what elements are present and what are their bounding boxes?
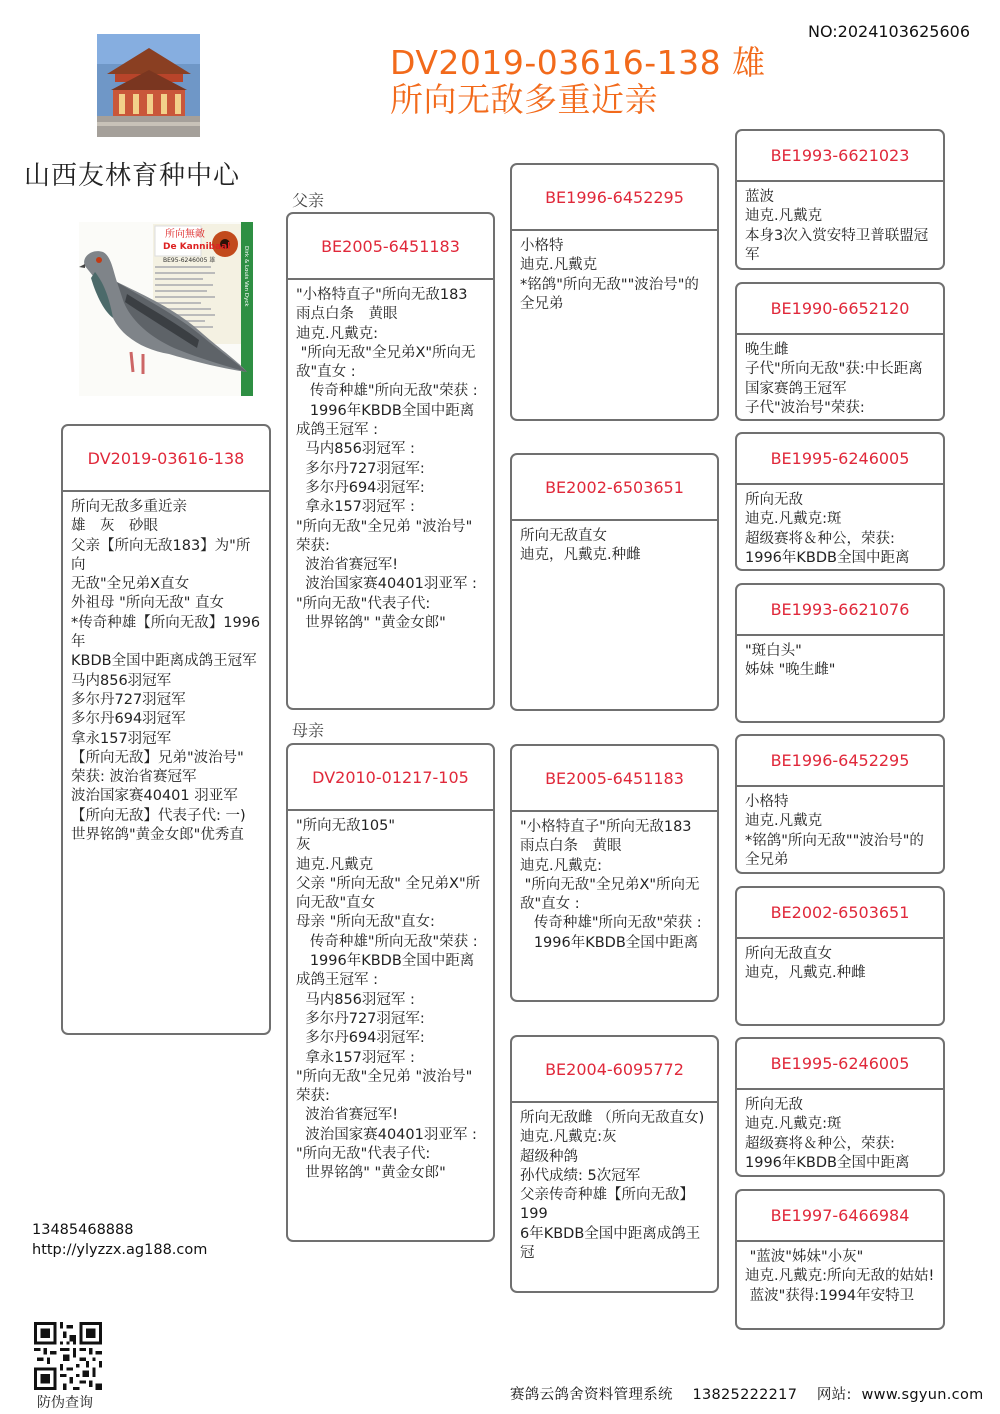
footer <box>510 1383 984 1404</box>
dam-dam-ring: BE2004-6095772 <box>512 1037 717 1103</box>
contact-url[interactable]: http://ylyzzx.ag188.com <box>32 1241 208 1258</box>
dam-dam-dam-ring: BE1997-6466984 <box>737 1191 943 1242</box>
sire-sire-sire-ring: BE1993-6621023 <box>737 131 943 182</box>
sire-sire-dam-card[interactable] <box>735 282 945 421</box>
dam-sire-sire-card[interactable] <box>735 734 945 874</box>
dam-sire-sire-details: 小格特 迪克.凡戴克 *铭鸽"所向无敌""波治号"的全兄弟 <box>745 794 924 868</box>
footer-site-link[interactable]: www.sgyun.com <box>861 1387 984 1403</box>
sire-sire-ring: BE1996-6452295 <box>512 165 717 231</box>
mother-label: 母亲 <box>292 721 325 740</box>
sire-dam-dam-details: "斑白头" 姊妹 "晚生雌" <box>745 643 836 679</box>
title-subtitle: 所向无敌多重近亲 <box>390 80 658 119</box>
sire-dam-sire-ring: BE1995-6246005 <box>737 434 943 485</box>
dam-dam-sire-details: 所向无敌 迪克.凡戴克:斑 超级赛将＆种公，荣获: 1996年KBDB全国中距离 <box>745 1097 910 1171</box>
footer-phone: 13825222217 <box>692 1387 798 1403</box>
dam-sire-dam-details: 所向无敌直女 迪克，凡戴克.种雌 <box>745 946 866 982</box>
sire-details: "小格特直子"所向无敌183 雨点白条 黄眼 迪克.凡戴克: "所向无敌"全兄弟X"所向无敌"直女 : 传奇种雄"所向无敌"荣获 : 1996年KBDB全国中距离成鸽王冠军 : 马内856羽冠军 : 多尔丹727羽冠军: 多尔丹694羽冠军: 拿永157羽冠军 : "所向无敌"全兄弟 "波治号" 荣获: 波治省赛冠军! 波治国家赛40401羽亚军 : "所向无敌"代表子代: 世界铭鸽" "黄金女郎" <box>296 287 478 632</box>
svg-text:BE95-6246005 雄: BE95-6246005 雄 <box>163 257 216 264</box>
footer-system: 赛鸽云鸽舍资料管理系统 <box>510 1387 673 1403</box>
sire-sire-sire-details: 蓝波 迪克.凡戴克 本身3次入赏安特卫普联盟冠军 <box>745 189 929 263</box>
sire-sire-details: 小格特 迪克.凡戴克 *铭鸽"所向无敌""波治号"的全兄弟 <box>520 238 699 312</box>
qr-label: 防伪查询 <box>37 1395 93 1411</box>
dam-card[interactable] <box>286 743 495 1242</box>
sire-sire-dam-details: 晚生雌 子代"所向无敌"获:中长距离国家赛鸽王冠军 子代"波治号"荣获: <box>745 342 923 416</box>
dam-sire-ring: BE2005-6451183 <box>512 746 717 812</box>
sire-sire-card[interactable] <box>510 163 719 421</box>
sire-ring: BE2005-6451183 <box>288 214 493 280</box>
breeder-name: 山西友林育种中心 <box>24 161 241 191</box>
sire-dam-ring: BE2002-6503651 <box>512 455 717 521</box>
father-label: 父亲 <box>292 191 325 210</box>
pigeon-photo <box>79 222 253 396</box>
dam-dam-sire-card[interactable] <box>735 1037 945 1177</box>
dam-dam-dam-card[interactable] <box>735 1189 945 1330</box>
sire-dam-card[interactable] <box>510 453 719 711</box>
sire-dam-dam-ring: BE1993-6621076 <box>737 585 943 636</box>
sire-dam-sire-card[interactable] <box>735 432 945 571</box>
svg-text:所向無敵: 所向無敵 <box>165 229 205 240</box>
title-ring: DV2019-03616-138 雄 <box>390 43 766 82</box>
sire-dam-details: 所向无敌直女 迪克，凡戴克.种雌 <box>520 528 641 564</box>
sire-card[interactable] <box>286 212 495 710</box>
subject-card[interactable] <box>61 424 271 1035</box>
footer-site-label: 网站: <box>816 1387 852 1403</box>
dam-dam-card[interactable] <box>510 1035 719 1293</box>
dam-dam-dam-details: "蓝波"姊妹"小灰" 迪克.凡戴克:所向无敌的姑姑! 蓝波"获得:1994年安特卫 <box>745 1249 935 1304</box>
subject-details: 所向无敌多重近亲 雄 灰 砂眼 父亲【所向无敌183】为"所向 无敌"全兄弟X直女 外祖母 "所向无敌" 直女 *传奇种雄【所向无敌】1996年 KBDB全国中距离成鸽王冠军 马内856羽冠军 多尔丹727羽冠军 多尔丹694羽冠军 拿永157羽冠军 【所向无敌】兄弟"波治号" 荣获: 波治省赛冠军 波治国家赛40401 羽亚军 【所向无敌】代表子代: 一) 世界铭鸽"黄金女郎"优秀直 <box>71 499 261 844</box>
dam-dam-details: 所向无敌雌 （所向无敌直女) 迪克.凡戴克:灰 超级种鸽 孙代成绩: 5次冠军 父亲传奇种雄【所向无敌】199 6年KBDB全国中距离成鸽王冠 <box>520 1110 705 1262</box>
logo-image <box>97 34 200 137</box>
dam-dam-sire-ring: BE1995-6246005 <box>737 1039 943 1090</box>
dam-ring: DV2010-01217-105 <box>288 745 493 811</box>
qr-code-icon[interactable] <box>34 1322 102 1390</box>
dam-sire-dam-ring: BE2002-6503651 <box>737 888 943 939</box>
svg-text:De Kannibaal: De Kannibaal <box>163 242 231 252</box>
sire-sire-sire-card[interactable] <box>735 129 945 270</box>
certificate-number: NO:2024103625606 <box>807 22 970 41</box>
sire-dam-sire-details: 所向无敌 迪克.凡戴克:斑 超级赛将＆种公，荣获: 1996年KBDB全国中距离 <box>745 492 910 566</box>
svg-text:Dirk & Louis Van Dyck: Dirk & Louis Van Dyck <box>243 246 249 307</box>
contact-info <box>32 1221 207 1260</box>
contact-phone: 13485468888 <box>32 1222 134 1238</box>
dam-sire-dam-card[interactable] <box>735 886 945 1026</box>
dam-details: "所向无敌105" 灰 迪克.凡戴克 父亲 "所向无敌" 全兄弟X"所向无敌"直女 母亲 "所向无敌"直女: 传奇种雄"所向无敌"荣获 : 1996年KBDB全国中距离成鸽王冠军 : 马内856羽冠军 : 多尔丹727羽冠军: 多尔丹694羽冠军: 拿永157羽冠军 : "所向无敌"全兄弟 "波治号" 荣获: 波治省赛冠军! 波治国家赛40401羽亚军 : "所向无敌"代表子代: 世界铭鸽" "黄金女郎" <box>296 818 481 1182</box>
dam-sire-card[interactable] <box>510 744 719 1002</box>
page-title <box>390 44 766 118</box>
dam-sire-sire-ring: BE1996-6452295 <box>737 736 943 787</box>
dam-sire-details: "小格特直子"所向无敌183 雨点白条 黄眼 迪克.凡戴克: "所向无敌"全兄弟X"所向无敌"直女 : 传奇种雄"所向无敌"荣获 : 1996年KBDB全国中距离 <box>520 819 702 951</box>
subject-ring: DV2019-03616-138 <box>63 426 269 492</box>
sire-dam-dam-card[interactable] <box>735 583 945 723</box>
sire-sire-dam-ring: BE1990-6652120 <box>737 284 943 335</box>
